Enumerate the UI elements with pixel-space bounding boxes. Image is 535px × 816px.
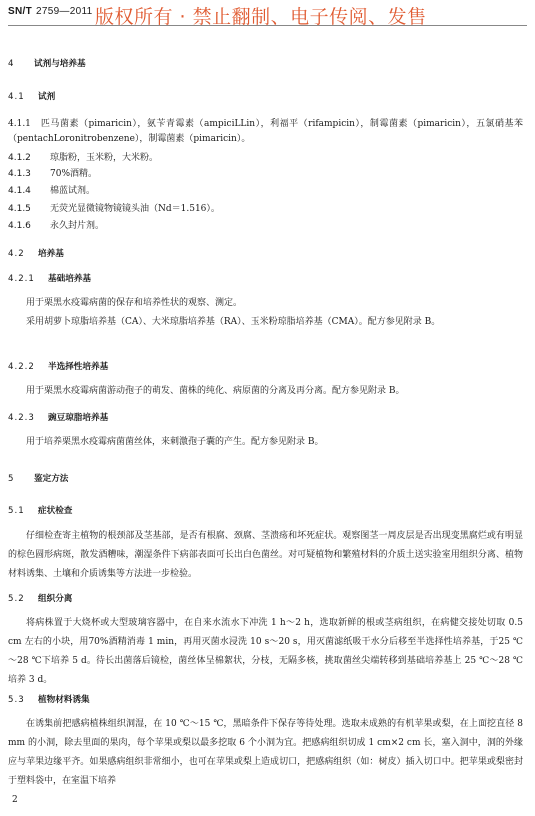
item-4-1-2: 4.1.2 琼脂粉，玉米粉，大米粉。	[8, 153, 159, 163]
item-4-1-5: 4.1.5 无荧光显微镜物镜镜头油（Nd＝1.516）。	[8, 204, 220, 214]
section-4-2-2-heading: 4.2.2 半选择性培养基	[8, 362, 109, 372]
section-5-1-heading: 5.1 症状检查	[8, 506, 73, 516]
section-4-2-3-body: 用于培养栗黑水疫霉病菌菌丝体，来刺激孢子囊的产生。配方参见附录 B。	[26, 437, 324, 447]
item-4-1-4: 4.1.4 棉蓝试剂。	[8, 186, 96, 196]
section-4-2-3-heading: 4.2.3 豌豆琼脂培养基	[8, 413, 109, 423]
section-5-3-heading: 5.3 植物材料诱集	[8, 695, 90, 705]
section-5-2-heading: 5.2 组织分离	[8, 594, 73, 604]
section-5-heading: 5 鉴定方法	[8, 474, 69, 484]
section-4-1-heading: 4.1 试剂	[8, 92, 56, 102]
item-4-1-1: 4.1.1 匹马菌素（pimaricin），氨苄青霉素（ampiciLLin），利福平（rifampicin），制霉菌素（pimaricin），五氯硝基苯（pentachLoronitrobenzene），制霉菌素（pimaricin）。	[8, 119, 523, 144]
section-4-heading: 4 试剂与培养基	[8, 59, 86, 69]
standard-code: SN/T 2759—2011	[8, 6, 93, 17]
section-4-2-heading: 4.2 培养基	[8, 249, 64, 259]
section-4-2-2-body: 用于栗黑水疫霉病菌游动孢子的萌发、菌株的纯化、病原菌的分离及再分离。配方参见附录 B。	[26, 386, 405, 396]
section-4-2-1-body: 用于栗黑水疫霉病菌的保存和培养性状的观察、测定。 采用胡萝卜琼脂培养基（CA）、大米琼脂培养基（RA）、玉米粉琼脂培养基（CMA）。配方参见附录 B。	[26, 298, 441, 327]
section-5-2-body: 将病株置于大烧杯或大型玻璃容器中，在自来水流水下冲洗 1 h～2 h，选取新鲜的根或茎病组织，在病健交接处切取 0.5 cm 左右的小块，用70%酒精消毒 1 min，再用灭菌水浸洗 10 s～20 s，用灭菌滤纸吸干水分后移至半选择性培养基，于25 ℃～28 ℃下培养 5 d。待长出菌落后镜检，菌丝体呈棉絮状，分枝，无隔多核，挑取菌丝尖端转移到基础培养基上 25 ℃～28 ℃ 培养 3 d。	[8, 618, 523, 685]
page-number: 2	[12, 795, 18, 805]
section-4-2-1-heading: 4.2.1 基础培养基	[8, 274, 91, 284]
copyright-watermark: 版权所有 · 禁止翻制、电子传阅、发售	[95, 6, 427, 28]
section-5-3-body: 在诱集前把感病植株组织洞湿，在 10 ℃～15 ℃，黑暗条件下保存等待处理。选取未成熟的有机苹果或梨，在上面挖直径 8 mm 的小洞，除去里面的果肉，每个苹果或梨以最多挖取 6 个小洞为宜。把感病组织切成 1 cm×2 cm 长，塞入洞中，洞的外缘应与苹果边缘平齐。如果感病组织非常细小，也可在苹果或梨上造成切口，把感病组织（如：树皮）插入切口中。把苹果或梨密封于塑料袋中，在室温下培养	[8, 719, 523, 786]
section-5-1-body: 仔细检查寄主植物的根颈部及茎基部，是否有根腐、颈腐、茎溃疡和坏死症状。观察图茎一周皮层是否出现变黑腐烂或有明显的棕色圆形病斑，散发酒糟味，潮湿条件下病部表面可长出白色菌丝。对可疑植物和繁殖材料的介质土送实验室用组织分离、植物材料诱集、土壤和介质诱集等方法进一步检验。	[8, 531, 523, 579]
item-4-1-6: 4.1.6 永久封片剂。	[8, 221, 105, 231]
header-rule	[8, 25, 527, 26]
item-4-1-3: 4.1.3 70%酒精。	[8, 169, 98, 179]
